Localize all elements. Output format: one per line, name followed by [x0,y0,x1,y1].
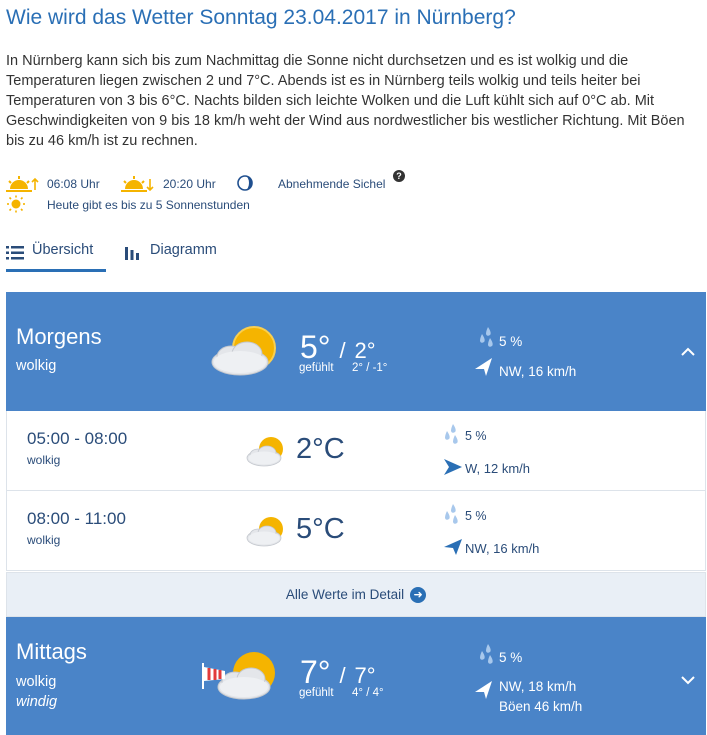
arrow-right-icon: ➜ [410,587,426,603]
sunshine-hours: Heute gibt es bis zu 5 Sonnenstunden [47,198,250,212]
row-wind: NW, 16 km/h [465,541,540,556]
weather-description: In Nürnberg kann sich bis zum Nachmittag die Sonne nicht durchsetzen und es ist wolkig und die Temperaturen liegen zwischen 2 und 7°C. Abends ist es in Nürnberg teils wolkig und teils heiter bei Temperaturen von 3 bis 6°C. Nachts bilden sich leichte Wolken und die Luft kühlt sich auf 0°C ab. Mit Geschwindigkeiten von 9 bis 18 km/h weht der Wind aus nordwestlicher bis westlicher Richtung. Mit Böen bis zu 46 km/h ist zu rechnen. [6,53,685,149]
wind-direction-icon [472,356,494,378]
row-temp: 2°C [296,433,345,465]
tab-diagram[interactable] [125,242,217,272]
bar-chart-icon [125,245,141,261]
hourly-row [6,491,706,571]
midday-panel[interactable] [6,617,706,735]
row-time: 05:00 - 08:00 [27,429,128,448]
row-wind: W, 12 km/h [465,461,531,476]
wind-direction-icon [442,537,464,557]
period-name: Mittags [16,639,87,664]
detail-link-label: Alle Werte im Detail [285,587,405,602]
sunrise-time: 06:08 Uhr [47,177,100,191]
wind-direction-icon [442,457,464,477]
wind-gusts: Böen 46 km/h [499,699,583,714]
period-condition: wolkig [16,674,57,690]
page-title: Wie wird das Wetter Sonntag 23.04.2017 in Nürnberg? [6,6,516,29]
moon-phase-label: Abnehmende Sichel [278,177,386,191]
row-temp: 5°C [296,513,345,545]
raindrops-icon [477,326,495,348]
sun-icon [6,195,26,213]
raindrops-icon [477,643,495,665]
felt-temps: 4° / 4° [352,687,384,699]
temp-max: 5° [300,329,331,365]
row-condition: wolkig [27,533,61,547]
period-condition-secondary: windig [16,694,58,710]
tab-overview[interactable] [6,242,106,272]
list-icon [6,245,24,261]
row-rain: 5 % [465,429,487,443]
wind-speed: NW, 18 km/h [499,679,577,694]
collapse-chevron-icon[interactable] [680,340,696,361]
temp-min: 2° [354,338,376,363]
temp-min: 7° [354,663,376,688]
tab-overview-label: Übersicht [32,242,94,258]
cloud-sun-icon [207,324,287,380]
row-time: 08:00 - 11:00 [27,509,126,528]
expand-chevron-icon[interactable] [680,669,696,690]
period-name: Morgens [16,324,102,349]
wind-direction-icon [472,679,494,701]
help-icon[interactable]: ? [393,170,405,182]
temp-max: 7° [300,654,331,690]
period-condition: wolkig [16,358,57,374]
row-condition: wolkig [27,453,61,467]
sunrise-icon [6,175,40,193]
all-values-detail-link[interactable] [6,572,706,617]
raindrops-icon [442,503,460,525]
sunset-time: 20:20 Uhr [163,177,216,191]
rain-probability: 5 % [499,334,523,349]
felt-label: gefühlt [299,362,334,374]
hourly-row [6,411,706,491]
raindrops-icon [442,423,460,445]
felt-label: gefühlt [299,687,334,699]
cloud-sun-windsock-icon [201,649,289,705]
felt-temps: 2° / -1° [352,362,388,374]
rain-probability: 5 % [499,650,523,665]
cloud-sun-icon [244,515,290,549]
row-rain: 5 % [465,509,487,523]
temp-slash: / [339,338,346,363]
wind-speed: NW, 16 km/h [499,364,577,379]
cloud-sun-icon [244,435,290,469]
temp-slash: / [339,663,346,688]
morning-panel[interactable] [6,292,706,411]
tab-diagram-label: Diagramm [150,242,217,258]
moon-phase-icon [236,174,254,192]
sunset-icon [121,175,155,193]
